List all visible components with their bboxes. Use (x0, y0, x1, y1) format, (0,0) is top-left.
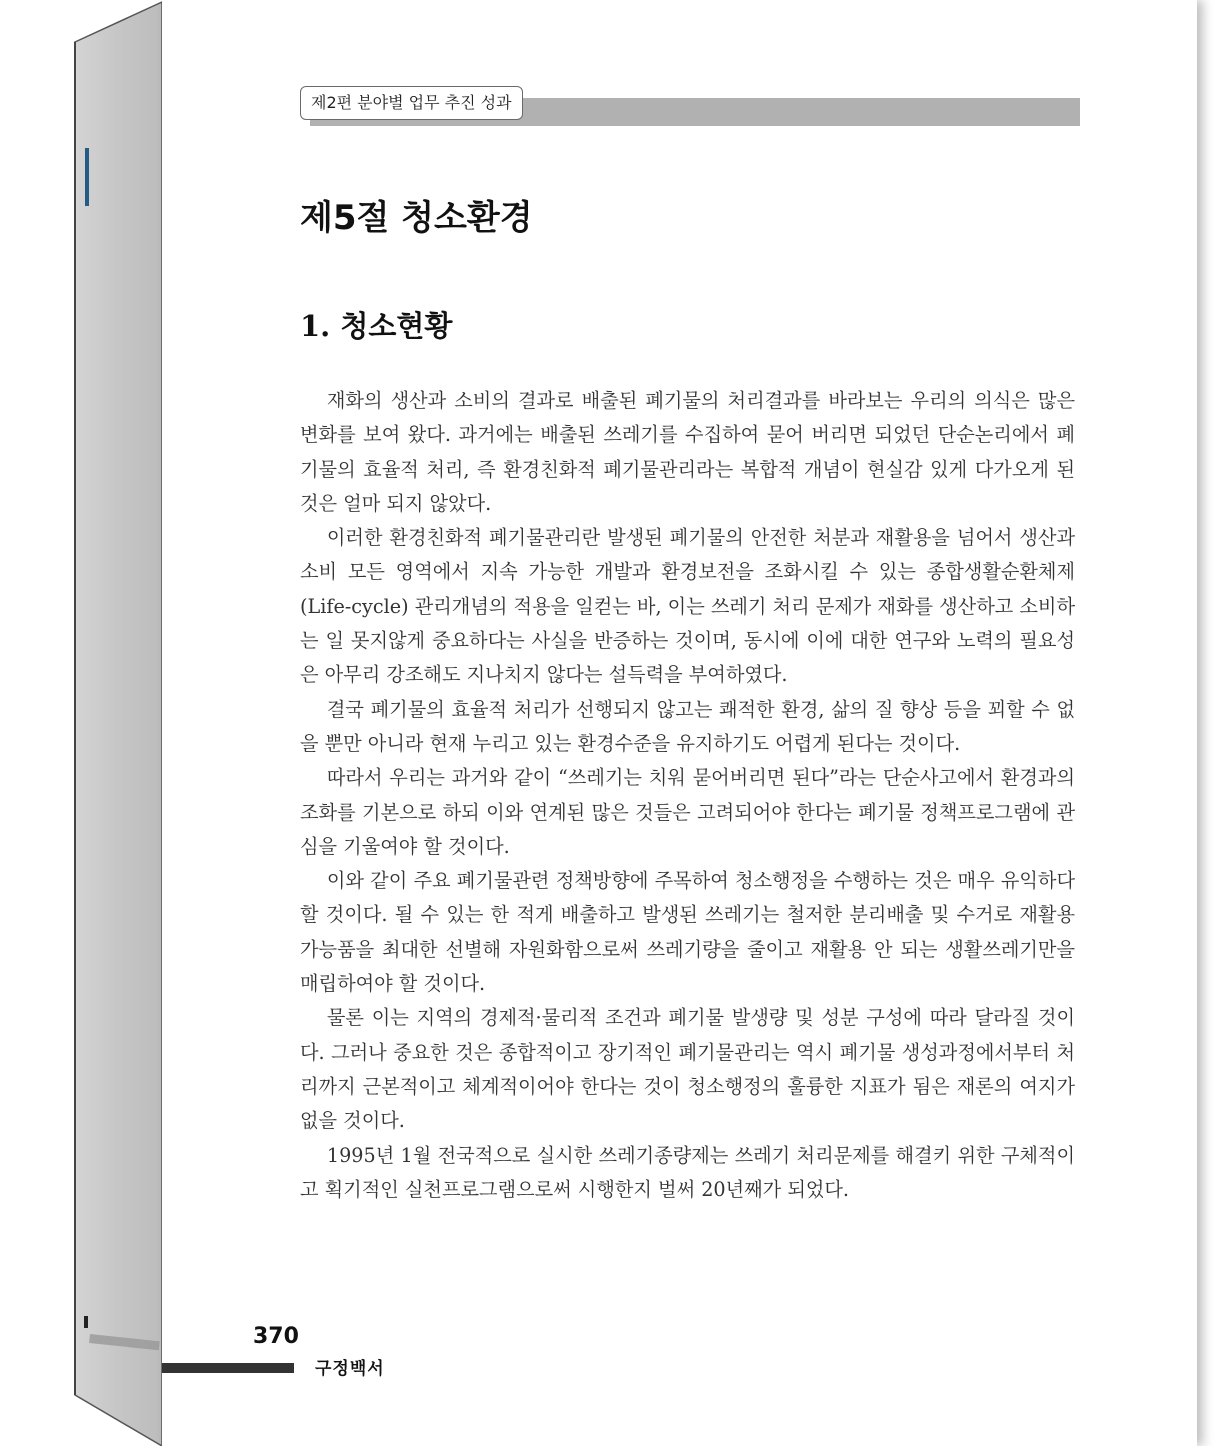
paragraph: 물론 이는 지역의 경제적·물리적 조건과 폐기물 발생량 및 성분 구성에 따라 달라질 것이다. 그러나 중요한 것은 종합적이고 장기적인 폐기물관리는 역시 폐기물 생성과정에서부터 처리까지 근본적이고 체계적이어야 한다는 것이 청소행정의 훌륭한 지표가 됨은 재론의 여지가 없을 것이다. (300, 1006, 1075, 1133)
chapter-label: 제2편 분야별 업무 추진 성과 (300, 86, 523, 120)
subsection-title: 1. 청소현황 (300, 309, 453, 343)
book-page (162, 0, 1197, 1446)
paragraph: 재화의 생산과 소비의 결과로 배출된 폐기물의 처리결과를 바라보는 우리의 의식은 많은 변화를 보여 왔다. 과거에는 배출된 쓰레기를 수집하여 묻어 버리면 되었던 단순논리에서 폐기물의 효율적 처리, 즉 환경친화적 폐기물관리라는 복합적 개념이 현실감 있게 다가오게 된 것은 얼마 되지 않았다. (300, 389, 1075, 515)
footer-bar (162, 1363, 294, 1373)
body-text (300, 384, 1075, 1207)
paragraph: 이러한 환경친화적 폐기물관리란 발생된 폐기물의 안전한 처분과 재활용을 넘어서 생산과 소비 모든 영역에서 지속 가능한 개발과 환경보전을 조화시킬 수 있는 종합생활순환체제(Life-cycle) 관리개념의 적용을 일컫는 바, 이는 쓰레기 처리 문제가 재화를 생산하고 소비하는 일 못지않게 중요하다는 사실을 반증하는 것이며, 동시에 이에 대한 연구와 노력의 필요성은 아무리 강조해도 지나치지 않다는 설득력을 부여하였다. (300, 526, 1075, 687)
book-spine (0, 0, 170, 1446)
section-title: 제5절 청소환경 (300, 198, 533, 238)
paragraph: 결국 폐기물의 효율적 처리가 선행되지 않고는 쾌적한 환경, 삶의 질 향상 등을 꾀할 수 없을 뿐만 아니라 현재 누리고 있는 환경수준을 유지하기도 어렵게 된다는 것이다. (300, 697, 1075, 755)
paragraph: 이와 같이 주요 폐기물관련 정책방향에 주목하여 청소행정을 수행하는 것은 매우 유익하다 할 것이다. 될 수 있는 한 적게 배출하고 발생된 쓰레기는 철저한 분리배출 및 수거로 재활용 가능품을 최대한 선별해 자원화함으로써 쓰레기량을 줄이고 재활용 안 되는 생활쓰레기만을 매립하여야 할 것이다. (300, 869, 1075, 996)
paragraph: 1995년 1월 전국적으로 실시한 쓰레기종량제는 쓰레기 처리문제를 해결키 위한 구체적이고 획기적인 실천프로그램으로써 시행한지 벌써 20년째가 되었다. (300, 1143, 1075, 1201)
paragraph: 따라서 우리는 과거와 같이 “쓰레기는 치워 묻어버리면 된다”라는 단순사고에서 환경과의 조화를 기본으로 하되 이와 연계된 많은 것들은 고려되어야 한다는 폐기물 정책프로그램에 관심을 기울여야 할 것이다. (300, 766, 1075, 858)
spine-accent-mark (85, 148, 89, 206)
page-number: 370 (253, 1324, 299, 1349)
book-title: 구정백서 (315, 1359, 385, 1379)
